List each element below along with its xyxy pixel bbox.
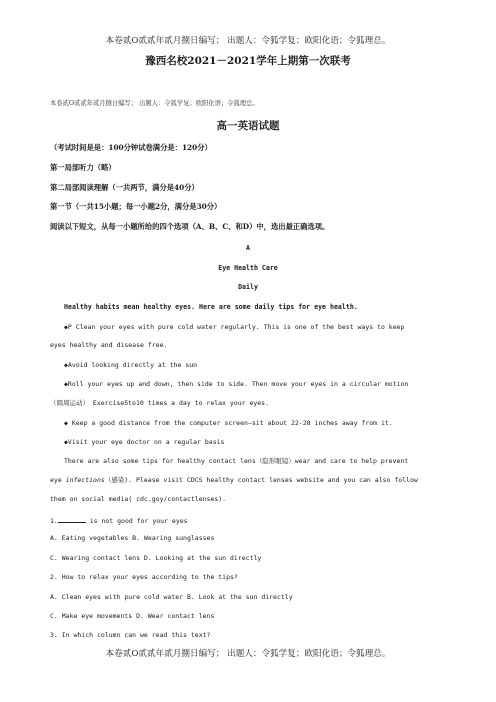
question-1-stem: 1. is not good for your eyes [50, 517, 188, 525]
part-one-heading: 第一局部听力（略） [50, 163, 116, 172]
instruction-text: 阅读以下短文，从每一小题所给的四个选项（A、B、C、和D）中，选出最正确选项。 [50, 222, 330, 231]
question-1-options-ab: A. Eating vegetables B. Wearing sunglasses [50, 534, 215, 542]
tip-roll-eyes-cont: （圆周运动） Exercise5to10 times a day to relax your eyes. [50, 399, 270, 407]
passage-title: Eye Health Care [218, 264, 278, 272]
tip-roll-eyes: ◆Roll your eyes up and down, then side to side. Then move your eyes in a circular motion [64, 380, 409, 388]
tip-clean-eyes-cont: eyes healthy and disease free. [50, 341, 168, 349]
passage-subtitle: Daily [238, 283, 258, 291]
tip-screen-distance: ◆ Keep a good distance from the computer screen—sit about 22-28 inches away from it. [64, 419, 393, 427]
paragraph-contact-lens-cont: eye infections（感染). Please visit CDCS healthy contact lenses website and you can also follow [50, 476, 418, 484]
exam-info: （考试时间是是：100分钟试卷满分是：120分） [50, 143, 212, 152]
section-one-heading: 第一节（一共15小题；每一小题2分，满分是30分） [50, 202, 222, 211]
exam-school-title: 豫西名校2021－2021学年上期第一次联考 [145, 55, 351, 67]
question-2-options-ab: A. Clean eyes with pure cold water B. Look at the sun directly [50, 593, 293, 601]
passage-letter: A [246, 244, 250, 252]
question-2-stem: 2. How to relax your eyes according to the tips? [50, 573, 238, 581]
emphasized-word: infections [65, 476, 105, 484]
paragraph-contact-lens: There are also some tips for healthy contact lens（隐形眼镜）wear and care to help prevent [64, 457, 409, 465]
paragraph-contact-lens-end: them on social media( cdc.goy/contactlenses). [50, 495, 227, 503]
tip-avoid-sun: ◆Avoid looking directly at the sun [64, 361, 198, 369]
part-two-heading: 第二局部阅读理解（一共两节，满分是40分） [50, 183, 199, 192]
page-header-note: 本卷贰O贰贰年贰月捌日编写； 出题人：令狐学复；欧阳化语；令狐理总。 [105, 36, 391, 46]
tip-clean-eyes: ◆P Clean your eyes with pure cold water regularly. This is one of the best ways to keep [64, 323, 405, 331]
answer-blank [58, 516, 86, 523]
tip-visit-doctor: ◆Visit your eye doctor on a regular basis [64, 438, 225, 446]
question-3-stem: 3. In which column can we read this text? [50, 631, 211, 639]
exam-title: 高一英语试题 [216, 120, 280, 132]
question-1-options-cd: C. Wearing contact lens D. Looking at the sun directly [50, 554, 262, 562]
question-2-options-cd: C. Make eye movements D. Wear contact lens [50, 612, 215, 620]
sub-header-note: 本卷贰O贰贰年贰月捌日编写； 出题人：令狐学复；欧阳化语；令狐理总。 [50, 100, 259, 107]
passage-intro: Healthy habits mean healthy eyes. Here are some daily tips for eye health. [64, 303, 358, 311]
page-footer-note: 本卷贰O贰贰年贰月捌日编写； 出题人：令狐学复；欧阳化语；令狐理总。 [105, 649, 391, 659]
